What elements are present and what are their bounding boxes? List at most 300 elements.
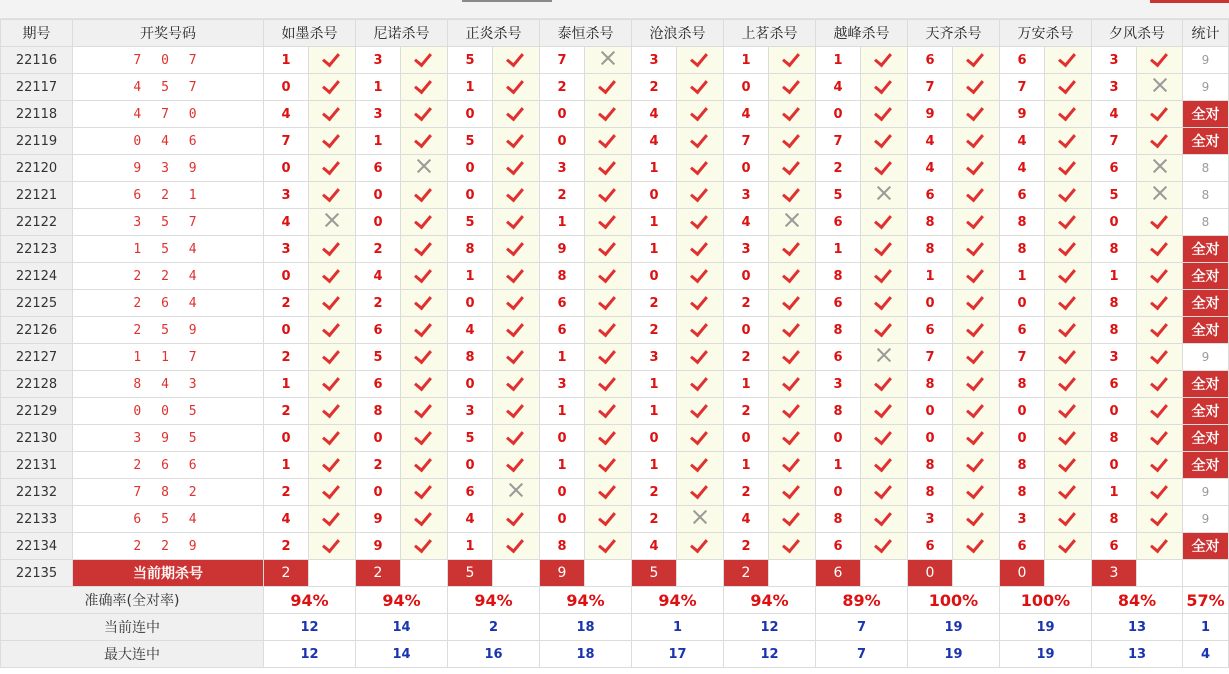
- result-cell: [309, 452, 356, 479]
- check-icon: [505, 347, 527, 363]
- result-cell: [401, 533, 448, 560]
- result-cell: [493, 371, 540, 398]
- kill-number-cell: 3: [632, 344, 677, 371]
- period-cell: 22127: [1, 344, 73, 371]
- result-cell: [769, 209, 816, 236]
- check-icon: [505, 266, 527, 282]
- result-cell: [769, 101, 816, 128]
- kill-number-cell: 5: [1092, 182, 1137, 209]
- check-icon: [965, 455, 987, 471]
- check-icon: [689, 347, 711, 363]
- kill-number-cell: 2: [264, 479, 309, 506]
- kill-number-cell: 5: [448, 47, 493, 74]
- table-row: [1, 479, 1229, 506]
- kill-number-cell: 3: [264, 182, 309, 209]
- kill-number-cell: 1: [1092, 263, 1137, 290]
- cross-icon: [876, 347, 892, 363]
- max-streak-row: [1, 641, 1229, 668]
- result-cell: [493, 479, 540, 506]
- check-icon: [505, 50, 527, 66]
- period-cell: 22125: [1, 290, 73, 317]
- result-cell: [493, 101, 540, 128]
- check-icon: [597, 293, 619, 309]
- stat-cell: 全对: [1183, 236, 1229, 263]
- result-cell: [585, 425, 632, 452]
- result-cell: [861, 425, 908, 452]
- kill-number-cell: 2: [724, 344, 769, 371]
- table-row: [1, 182, 1229, 209]
- stat-cell: 9: [1183, 479, 1229, 506]
- kill-number-cell: 1: [632, 209, 677, 236]
- kill-number-cell: 8: [1000, 479, 1045, 506]
- kill-number-cell: 5: [448, 209, 493, 236]
- result-cell: [309, 74, 356, 101]
- current-kill-number: 2: [264, 560, 309, 587]
- result-cell: [1045, 533, 1092, 560]
- period-cell: 22117: [1, 74, 73, 101]
- summary-value: 12: [724, 641, 816, 668]
- kill-number-cell: 3: [540, 371, 585, 398]
- check-icon: [873, 239, 895, 255]
- kill-number-cell: 2: [264, 398, 309, 425]
- result-cell: [1137, 74, 1183, 101]
- kill-number-cell: 0: [264, 317, 309, 344]
- check-icon: [781, 320, 803, 336]
- summary-value: 89%: [816, 587, 908, 614]
- result-cell: [1137, 425, 1183, 452]
- check-icon: [1057, 77, 1079, 93]
- blank-cell: [401, 560, 448, 587]
- check-icon: [597, 347, 619, 363]
- check-icon: [413, 482, 435, 498]
- table-row: [1, 128, 1229, 155]
- table-row: [1, 506, 1229, 533]
- kill-number-cell: 7: [540, 47, 585, 74]
- check-icon: [1149, 401, 1171, 417]
- kill-number-cell: 3: [356, 101, 401, 128]
- kill-number-cell: 6: [540, 317, 585, 344]
- kill-number-cell: 1: [632, 371, 677, 398]
- current-label: 当前期杀号: [73, 560, 264, 587]
- kill-number-cell: 0: [816, 425, 861, 452]
- draw-number-cell: 9 3 9: [73, 155, 264, 182]
- result-cell: [401, 236, 448, 263]
- check-icon: [873, 374, 895, 390]
- kill-number-cell: 0: [448, 182, 493, 209]
- result-cell: [401, 209, 448, 236]
- kill-number-cell: 1: [816, 452, 861, 479]
- check-icon: [689, 212, 711, 228]
- check-icon: [781, 428, 803, 444]
- result-cell: [1137, 155, 1183, 182]
- result-cell: [769, 155, 816, 182]
- result-cell: [493, 236, 540, 263]
- check-icon: [965, 509, 987, 525]
- check-icon: [321, 77, 343, 93]
- kill-number-cell: 6: [1000, 533, 1045, 560]
- result-cell: [585, 398, 632, 425]
- kill-number-cell: 6: [540, 290, 585, 317]
- check-icon: [689, 50, 711, 66]
- check-icon: [965, 401, 987, 417]
- kill-number-cell: 0: [724, 74, 769, 101]
- kill-number-cell: 1: [632, 236, 677, 263]
- cross-icon: [1152, 158, 1168, 174]
- result-cell: [861, 533, 908, 560]
- cross-icon: [416, 158, 432, 174]
- result-cell: [677, 47, 724, 74]
- check-icon: [597, 266, 619, 282]
- result-cell: [401, 479, 448, 506]
- result-cell: [769, 533, 816, 560]
- stat-cell: 全对: [1183, 425, 1229, 452]
- table-row: [1, 452, 1229, 479]
- check-icon: [689, 428, 711, 444]
- result-cell: [309, 344, 356, 371]
- kill-number-cell: 0: [540, 128, 585, 155]
- blank-cell: [493, 560, 540, 587]
- summary-value: 18: [540, 641, 632, 668]
- cross-icon: [784, 212, 800, 228]
- kill-number-cell: 8: [448, 236, 493, 263]
- result-cell: [309, 479, 356, 506]
- check-icon: [1057, 347, 1079, 363]
- check-icon: [1149, 536, 1171, 552]
- kill-number-cell: 2: [724, 533, 769, 560]
- check-icon: [597, 239, 619, 255]
- check-icon: [965, 482, 987, 498]
- current-kill-number: 5: [632, 560, 677, 587]
- check-icon: [1149, 428, 1171, 444]
- kill-number-cell: 0: [816, 101, 861, 128]
- kill-number-cell: 0: [724, 425, 769, 452]
- result-cell: [677, 371, 724, 398]
- check-icon: [505, 158, 527, 174]
- result-cell: [861, 452, 908, 479]
- summary-value: 7: [816, 614, 908, 641]
- check-icon: [1057, 185, 1079, 201]
- result-cell: [1045, 398, 1092, 425]
- kill-number-cell: 8: [908, 371, 953, 398]
- current-kill-number: 6: [816, 560, 861, 587]
- kill-number-cell: 0: [356, 182, 401, 209]
- draw-number-cell: 6 2 1: [73, 182, 264, 209]
- kill-number-cell: 3: [540, 155, 585, 182]
- kill-number-cell: 0: [816, 479, 861, 506]
- kill-number-cell: 4: [632, 128, 677, 155]
- result-cell: [953, 101, 1000, 128]
- result-cell: [1137, 128, 1183, 155]
- table-row: [1, 263, 1229, 290]
- result-cell: [493, 452, 540, 479]
- check-icon: [413, 455, 435, 471]
- summary-value: 94%: [448, 587, 540, 614]
- check-icon: [1149, 455, 1171, 471]
- check-icon: [597, 77, 619, 93]
- stat-cell: 全对: [1183, 317, 1229, 344]
- draw-number-cell: 6 5 4: [73, 506, 264, 533]
- check-icon: [505, 401, 527, 417]
- check-icon: [597, 320, 619, 336]
- table-row: [1, 344, 1229, 371]
- check-icon: [873, 428, 895, 444]
- kill-number-cell: 8: [1092, 506, 1137, 533]
- kill-number-cell: 0: [632, 263, 677, 290]
- result-cell: [953, 290, 1000, 317]
- check-icon: [689, 536, 711, 552]
- header-predictor: 沧浪杀号: [632, 20, 724, 47]
- check-icon: [781, 77, 803, 93]
- kill-number-cell: 0: [632, 182, 677, 209]
- kill-number-cell: 4: [724, 209, 769, 236]
- check-icon: [1057, 212, 1079, 228]
- result-cell: [1137, 209, 1183, 236]
- summary-value: 12: [264, 614, 356, 641]
- check-icon: [873, 293, 895, 309]
- kill-number-cell: 4: [448, 506, 493, 533]
- check-icon: [1149, 50, 1171, 66]
- result-cell: [1045, 290, 1092, 317]
- kill-number-cell: 0: [448, 371, 493, 398]
- check-icon: [597, 455, 619, 471]
- kill-number-cell: 4: [264, 209, 309, 236]
- check-icon: [505, 509, 527, 525]
- kill-number-cell: 2: [264, 290, 309, 317]
- check-icon: [321, 50, 343, 66]
- header-predictor: 正炎杀号: [448, 20, 540, 47]
- period-cell: 22119: [1, 128, 73, 155]
- check-icon: [689, 455, 711, 471]
- header-predictor: 如墨杀号: [264, 20, 356, 47]
- result-cell: [493, 155, 540, 182]
- check-icon: [321, 131, 343, 147]
- table-row: [1, 236, 1229, 263]
- result-cell: [493, 182, 540, 209]
- check-icon: [1057, 50, 1079, 66]
- result-cell: [1137, 398, 1183, 425]
- check-icon: [597, 428, 619, 444]
- table-row: [1, 425, 1229, 452]
- cross-icon: [600, 50, 616, 66]
- kill-number-cell: 4: [356, 263, 401, 290]
- check-icon: [597, 185, 619, 201]
- check-icon: [1149, 374, 1171, 390]
- check-icon: [689, 239, 711, 255]
- check-icon: [873, 266, 895, 282]
- check-icon: [689, 266, 711, 282]
- draw-number-cell: 7 0 7: [73, 47, 264, 74]
- result-cell: [861, 398, 908, 425]
- result-cell: [585, 452, 632, 479]
- result-cell: [769, 74, 816, 101]
- result-cell: [401, 74, 448, 101]
- result-cell: [1045, 506, 1092, 533]
- draw-number-cell: 0 4 6: [73, 128, 264, 155]
- check-icon: [413, 428, 435, 444]
- period-cell: 22123: [1, 236, 73, 263]
- header-predictor: 上茗杀号: [724, 20, 816, 47]
- result-cell: [769, 236, 816, 263]
- kill-number-cell: 1: [1092, 479, 1137, 506]
- kill-number-cell: 3: [632, 47, 677, 74]
- kill-number-cell: 8: [816, 317, 861, 344]
- table-row: [1, 47, 1229, 74]
- check-icon: [873, 212, 895, 228]
- kill-number-cell: 2: [632, 290, 677, 317]
- result-cell: [677, 479, 724, 506]
- result-cell: [401, 452, 448, 479]
- result-cell: [493, 290, 540, 317]
- kill-number-cell: 5: [816, 182, 861, 209]
- blank-cell: [677, 560, 724, 587]
- kill-number-cell: 9: [540, 236, 585, 263]
- check-icon: [321, 158, 343, 174]
- kill-number-cell: 2: [632, 74, 677, 101]
- kill-number-cell: 6: [356, 371, 401, 398]
- current-kill-number: 0: [908, 560, 953, 587]
- result-cell: [769, 479, 816, 506]
- summary-value: 19: [908, 614, 1000, 641]
- draw-number-cell: 2 2 4: [73, 263, 264, 290]
- check-icon: [873, 320, 895, 336]
- blank-cell: [861, 560, 908, 587]
- kill-number-cell: 4: [1000, 128, 1045, 155]
- kill-number-cell: 9: [356, 533, 401, 560]
- check-icon: [1057, 509, 1079, 525]
- kill-number-cell: 2: [540, 74, 585, 101]
- result-cell: [585, 236, 632, 263]
- check-icon: [321, 320, 343, 336]
- kill-number-cell: 2: [724, 479, 769, 506]
- result-cell: [1137, 236, 1183, 263]
- kill-number-cell: 8: [1092, 290, 1137, 317]
- summary-value: 17: [632, 641, 724, 668]
- kill-number-cell: 4: [264, 101, 309, 128]
- check-icon: [505, 455, 527, 471]
- check-icon: [1149, 104, 1171, 120]
- draw-number-cell: 3 9 5: [73, 425, 264, 452]
- result-cell: [769, 263, 816, 290]
- kill-number-cell: 0: [540, 425, 585, 452]
- kill-number-cell: 1: [816, 47, 861, 74]
- blank-cell: [585, 560, 632, 587]
- result-cell: [677, 452, 724, 479]
- kill-number-cell: 1: [448, 74, 493, 101]
- summary-stat-value: 4: [1183, 641, 1229, 668]
- draw-number-cell: 2 2 9: [73, 533, 264, 560]
- blank-cell: [953, 560, 1000, 587]
- result-cell: [769, 425, 816, 452]
- kill-number-cell: 2: [724, 290, 769, 317]
- stat-cell: 全对: [1183, 398, 1229, 425]
- kill-number-cell: 8: [540, 263, 585, 290]
- kill-number-cell: 6: [356, 317, 401, 344]
- stat-cell: 全对: [1183, 533, 1229, 560]
- summary-value: 16: [448, 641, 540, 668]
- check-icon: [1057, 266, 1079, 282]
- result-cell: [585, 101, 632, 128]
- current-kill-number: 2: [724, 560, 769, 587]
- kill-number-cell: 1: [356, 128, 401, 155]
- result-cell: [677, 344, 724, 371]
- kill-number-cell: 0: [1000, 290, 1045, 317]
- blank-cell: [309, 560, 356, 587]
- result-cell: [677, 290, 724, 317]
- period-cell: 22128: [1, 371, 73, 398]
- summary-label: 当前连中: [1, 614, 264, 641]
- result-cell: [309, 182, 356, 209]
- result-cell: [309, 47, 356, 74]
- check-icon: [1149, 239, 1171, 255]
- check-icon: [689, 401, 711, 417]
- draw-number-cell: 2 5 9: [73, 317, 264, 344]
- kill-number-cell: 0: [356, 479, 401, 506]
- period-cell: 22129: [1, 398, 73, 425]
- result-cell: [309, 533, 356, 560]
- current-kill-number: 2: [356, 560, 401, 587]
- kill-number-cell: 8: [816, 398, 861, 425]
- kill-number-cell: 6: [816, 344, 861, 371]
- check-icon: [781, 401, 803, 417]
- result-cell: [953, 47, 1000, 74]
- result-cell: [493, 47, 540, 74]
- kill-number-cell: 1: [264, 47, 309, 74]
- kill-number-cell: 6: [908, 47, 953, 74]
- kill-number-cell: 7: [908, 344, 953, 371]
- check-icon: [413, 536, 435, 552]
- result-cell: [861, 317, 908, 344]
- check-icon: [505, 239, 527, 255]
- check-icon: [1057, 374, 1079, 390]
- check-icon: [413, 347, 435, 363]
- check-icon: [321, 293, 343, 309]
- check-icon: [873, 104, 895, 120]
- result-cell: [585, 155, 632, 182]
- period-cell: 22134: [1, 533, 73, 560]
- kill-number-cell: 1: [540, 209, 585, 236]
- check-icon: [597, 104, 619, 120]
- result-cell: [1045, 182, 1092, 209]
- period-cell: 22122: [1, 209, 73, 236]
- result-cell: [401, 425, 448, 452]
- header-predictor: 天齐杀号: [908, 20, 1000, 47]
- kill-number-cell: 8: [356, 398, 401, 425]
- kill-number-cell: 6: [1092, 533, 1137, 560]
- result-cell: [677, 263, 724, 290]
- result-cell: [401, 344, 448, 371]
- period-cell: 22120: [1, 155, 73, 182]
- result-cell: [1045, 74, 1092, 101]
- kill-number-cell: 4: [724, 506, 769, 533]
- result-cell: [493, 344, 540, 371]
- summary-stat-value: 1: [1183, 614, 1229, 641]
- stat-cell: 全对: [1183, 290, 1229, 317]
- check-icon: [781, 158, 803, 174]
- result-cell: [677, 155, 724, 182]
- result-cell: [769, 452, 816, 479]
- result-cell: [677, 74, 724, 101]
- check-icon: [413, 50, 435, 66]
- check-icon: [689, 131, 711, 147]
- check-icon: [505, 212, 527, 228]
- result-cell: [677, 317, 724, 344]
- kill-number-cell: 1: [632, 452, 677, 479]
- kill-number-cell: 9: [356, 506, 401, 533]
- check-icon: [965, 104, 987, 120]
- check-icon: [781, 509, 803, 525]
- result-cell: [861, 236, 908, 263]
- check-icon: [597, 482, 619, 498]
